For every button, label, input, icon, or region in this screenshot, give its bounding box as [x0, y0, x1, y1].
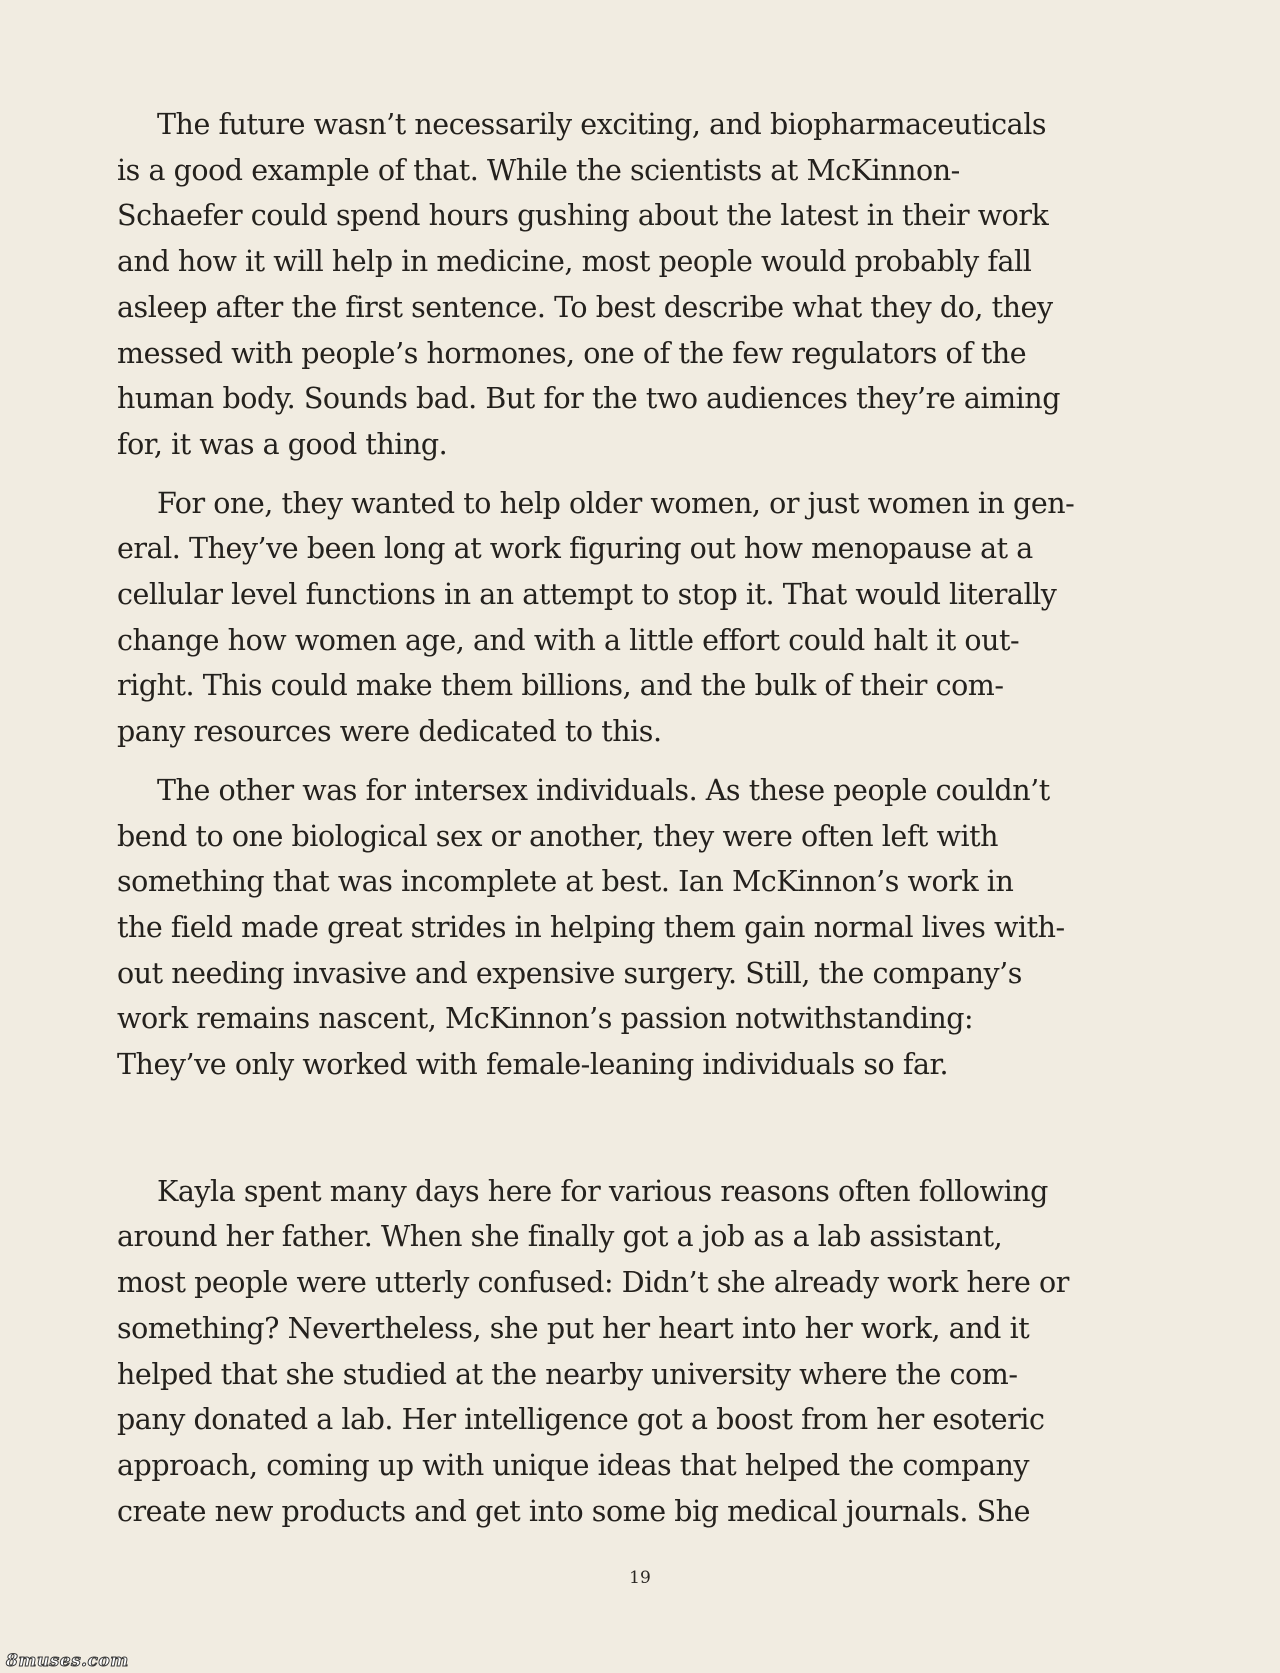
text-line: For one, they wanted to help older women, or just women in gen- [157, 486, 1075, 520]
text-line: most people were utterly confused: Didn’t she already work here or [117, 1266, 1069, 1300]
text-line: helped that she studied at the nearby university where the com- [117, 1357, 1018, 1391]
text-line: The other was for intersex individuals. As these people couldn’t [157, 773, 1050, 807]
text-line: right. This could make them billions, and the bulk of their com- [117, 669, 1004, 703]
text-line: create new products and get into some big medical journals. She [117, 1494, 1030, 1528]
page-body [117, 102, 1183, 1547]
section-break [117, 1101, 1183, 1169]
text-line: around her father. When she finally got a job as a lab assistant, [117, 1220, 1003, 1254]
text-line: approach, coming up with unique ideas that helped the company [117, 1448, 1030, 1482]
paragraph-1 [117, 102, 1183, 468]
text-line: is a good example of that. While the scientists at McKinnon- [117, 153, 960, 187]
text-line: asleep after the first sentence. To best describe what they do, they [117, 290, 1053, 324]
text-line: and how it will help in medicine, most people would probably fall [117, 245, 1032, 279]
text-line: Kayla spent many days here for various reasons often following [157, 1174, 1048, 1208]
text-line: They’ve only worked with female-leaning individuals so far. [117, 1048, 949, 1082]
text-line: something that was incomplete at best. Ian McKinnon’s work in [117, 865, 1014, 899]
text-line: Schaefer could spend hours gushing about the latest in their work [117, 199, 1049, 233]
text-line: out needing invasive and expensive surgery. Still, the company’s [117, 956, 1022, 990]
text-line: something? Nevertheless, she put her heart into her work, and it [117, 1311, 1030, 1345]
paragraph-4 [117, 1169, 1183, 1535]
paragraph-3 [117, 768, 1183, 1088]
text-line: change how women age, and with a little effort could halt it out- [117, 623, 1020, 657]
text-line: pany resources were dedicated to this. [117, 715, 662, 749]
text-line: pany donated a lab. Her intelligence got a boost from her esoteric [117, 1403, 1045, 1437]
paragraph-2 [117, 481, 1183, 755]
text-line: cellular level functions in an attempt to stop it. That would literally [117, 578, 1057, 612]
watermark: 8muses.com [6, 1651, 129, 1671]
text-line: for, it was a good thing. [117, 427, 448, 461]
text-line: the field made great strides in helping them gain normal lives with- [117, 910, 1065, 944]
text-line: eral. They’ve been long at work figuring out how menopause at a [117, 532, 1033, 566]
text-line: messed with people’s hormones, one of the few regulators of the [117, 336, 1027, 370]
text-line: work remains nascent, McKinnon’s passion notwithstanding: [117, 1002, 974, 1036]
text-line: The future wasn’t necessarily exciting, and biopharmaceuticals [157, 108, 1047, 141]
text-line: bend to one biological sex or another, they were often left with [117, 819, 999, 853]
text-line: human body. Sounds bad. But for the two audiences they’re aiming [117, 382, 1061, 416]
page-number: 19 [629, 1568, 651, 1588]
